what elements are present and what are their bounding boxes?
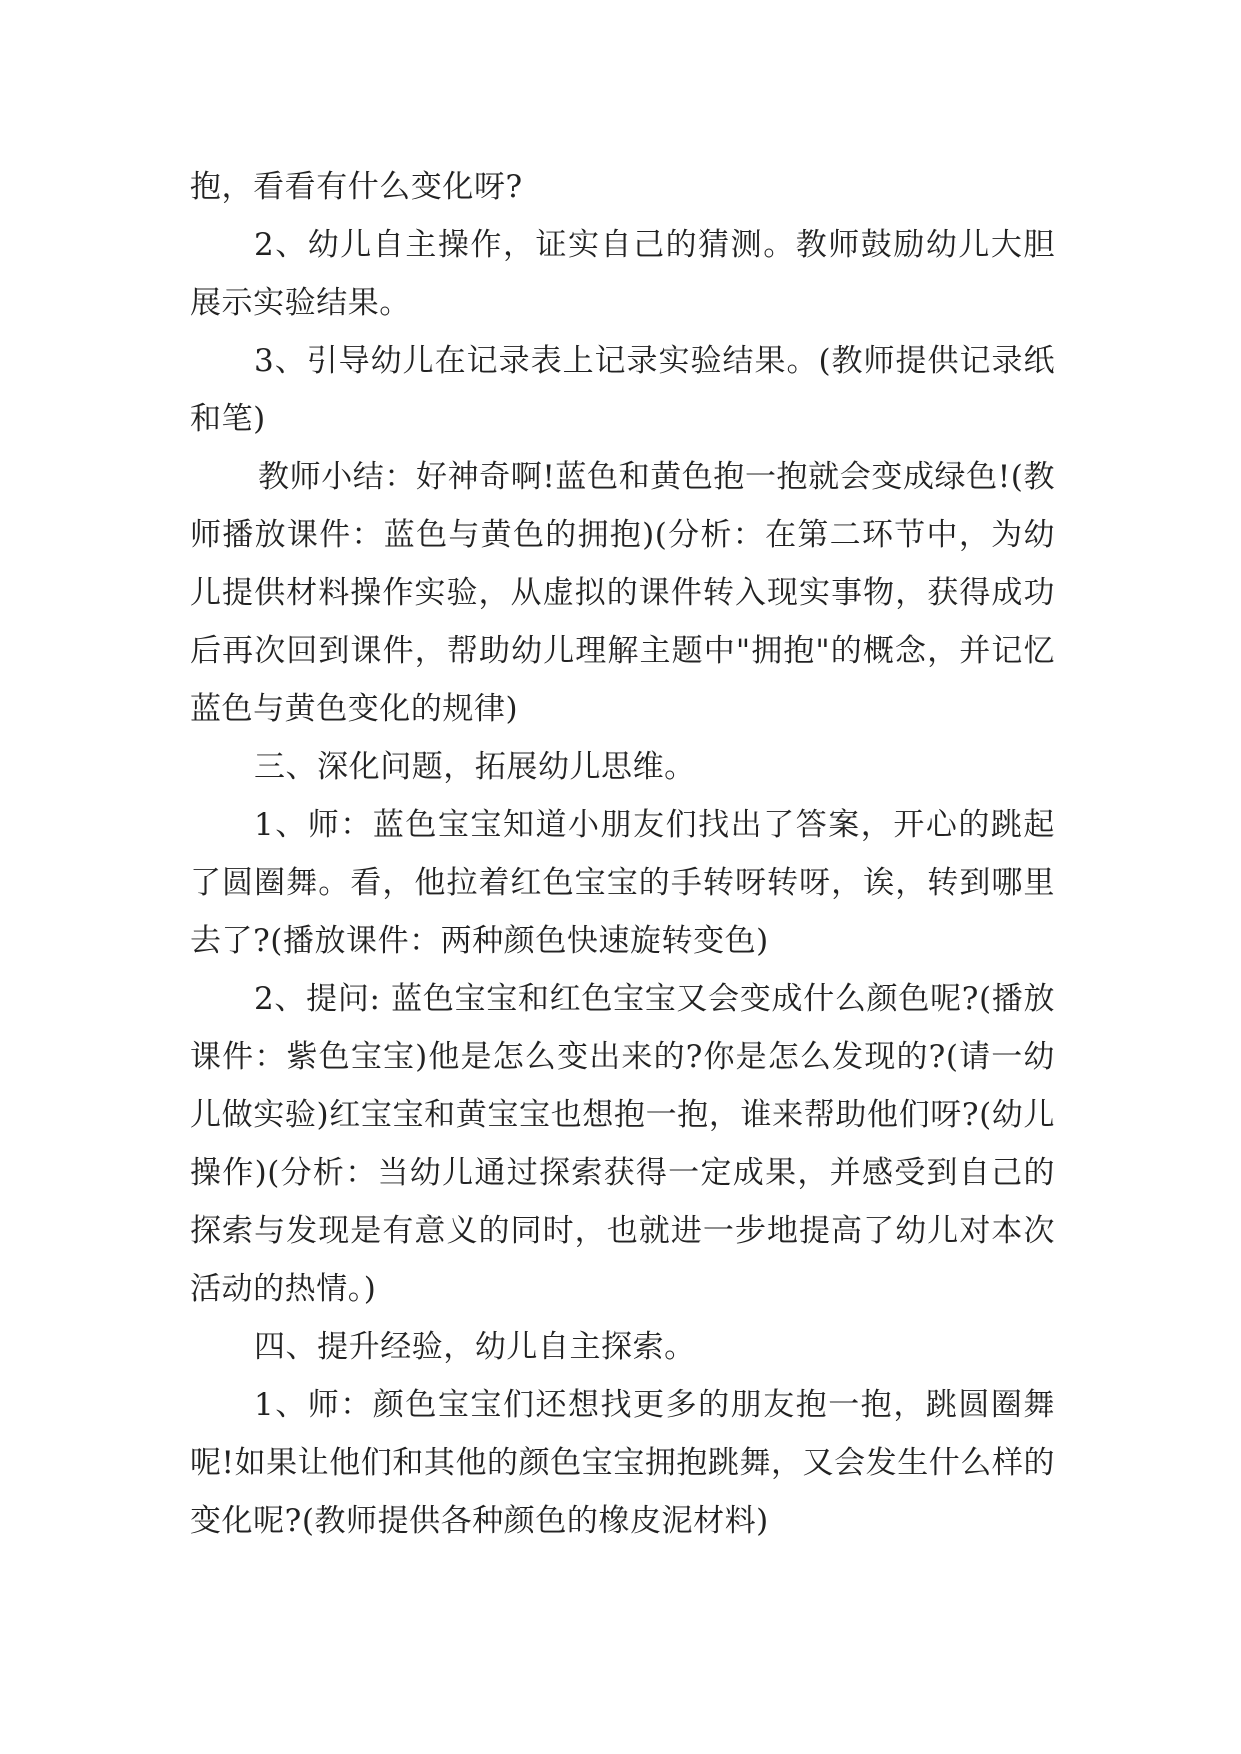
- paragraph-section-3-step-1: 1、师：蓝色宝宝知道小朋友们找出了答案，开心的跳起了圆圈舞。看，他拉着红色宝宝的手转呀转呀，诶，转到哪里去了?(播放课件：两种颜色快速旋转变色): [190, 807, 1055, 959]
- section-heading-4: 四、提升经验，幼儿自主探索。: [254, 1329, 696, 1365]
- paragraph-step-2: 2、幼儿自主操作，证实自己的猜测。教师鼓励幼儿大胆展示实验结果。: [190, 227, 1055, 321]
- paragraph-section-3-step-2: 2、提问: 蓝色宝宝和红色宝宝又会变成什么颜色呢?(播放课件：紫色宝宝)他是怎么变出来的?你是怎么发现的?(请一幼儿做实验)红宝宝和黄宝宝也想抱一抱，谁来帮助他们呀?(幼儿操作)(分析：当幼儿通过探索获得一定成果，并感受到自己的探索与发现是有意义的同时，也就进一步地提高了幼儿对本次活动的热情。): [190, 981, 1055, 1307]
- paragraph-section-4-step-1: 1、师：颜色宝宝们还想找更多的朋友抱一抱，跳圆圈舞呢!如果让他们和其他的颜色宝宝拥抱跳舞，又会发生什么样的变化呢?(教师提供各种颜色的橡皮泥材料): [190, 1387, 1055, 1539]
- paragraph-continuation: 抱，看看有什么变化呀?: [190, 169, 523, 205]
- paragraph-teacher-summary: 教师小结：好神奇啊!蓝色和黄色抱一抱就会变成绿色!(教师播放课件：蓝色与黄色的拥抱)(分析：在第二环节中，为幼儿提供材料操作实验，从虚拟的课件转入现实事物，获得成功后再次回到课件，帮助幼儿理解主题中"拥抱"的概念，并记忆蓝色与黄色变化的规律): [190, 459, 1055, 727]
- section-heading-3: 三、深化问题，拓展幼儿思维。: [254, 749, 696, 785]
- paragraph-step-3: 3、引导幼儿在记录表上记录实验结果。(教师提供记录纸和笔): [190, 343, 1055, 437]
- document-body: [190, 158, 1055, 1550]
